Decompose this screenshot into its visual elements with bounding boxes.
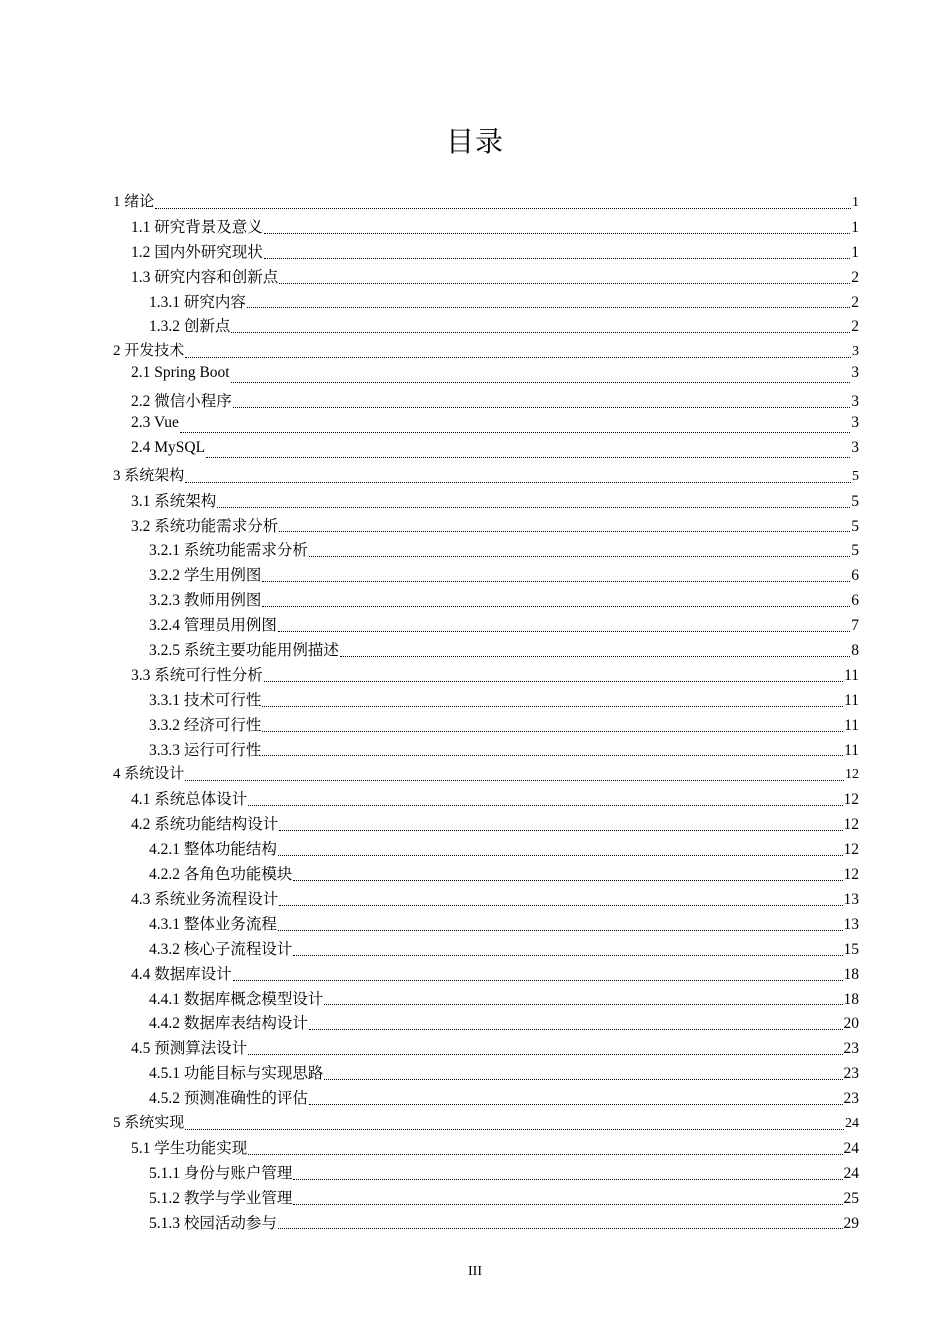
table-of-contents xyxy=(113,190,859,1235)
toc-entry-label: 2.4 MySQL xyxy=(131,438,206,456)
toc-entry-page: 13 xyxy=(843,915,859,933)
dot-leader xyxy=(264,233,850,234)
dot-leader xyxy=(279,830,842,831)
dot-leader xyxy=(278,631,850,632)
toc-entry-page: 3 xyxy=(851,414,859,432)
toc-entry[interactable] xyxy=(113,1186,859,1211)
dot-leader xyxy=(293,1179,842,1180)
toc-entry-label: 4.2.1 整体功能结构 xyxy=(149,841,277,859)
dot-leader xyxy=(206,457,850,458)
toc-entry-label: 5.1.2 教学与学业管理 xyxy=(149,1189,293,1207)
toc-entry[interactable] xyxy=(113,1211,859,1236)
toc-entry-label: 4.2.2 各角色功能模块 xyxy=(149,866,293,884)
toc-entry-page: 29 xyxy=(843,1214,859,1232)
dot-leader xyxy=(264,681,843,682)
toc-entry-label: 3.3.2 经济可行性 xyxy=(149,716,262,734)
toc-entry[interactable] xyxy=(113,812,859,837)
toc-entry-label: 2.1 Spring Boot xyxy=(131,364,230,382)
toc-entry-page: 11 xyxy=(844,741,859,759)
dot-leader xyxy=(185,357,851,358)
toc-entry[interactable] xyxy=(113,862,859,887)
toc-entry-label: 3.3.1 技术可行性 xyxy=(149,691,262,709)
toc-entry[interactable] xyxy=(113,588,859,613)
toc-entry-label: 3 系统架构 xyxy=(113,467,185,484)
toc-entry-label: 4.2 系统功能结构设计 xyxy=(131,816,279,834)
dot-leader xyxy=(231,332,850,333)
toc-entry[interactable] xyxy=(113,688,859,713)
toc-entry[interactable] xyxy=(113,563,859,588)
toc-entry[interactable] xyxy=(113,190,859,215)
toc-entry[interactable] xyxy=(113,1161,859,1186)
toc-entry-label: 2.3 Vue xyxy=(131,414,179,432)
dot-leader xyxy=(262,581,850,582)
dot-leader xyxy=(233,980,843,981)
toc-entry-label: 3.2.4 管理员用例图 xyxy=(149,617,277,635)
toc-entry[interactable] xyxy=(113,265,859,290)
toc-entry-page: 23 xyxy=(843,1040,859,1058)
toc-entry-page: 24 xyxy=(843,1164,859,1182)
dot-leader xyxy=(231,382,851,383)
toc-entry-page: 24 xyxy=(845,1115,859,1131)
dot-leader xyxy=(262,606,850,607)
toc-entry-page: 11 xyxy=(844,691,859,709)
toc-entry-page: 3 xyxy=(851,393,859,411)
toc-entry[interactable] xyxy=(113,1061,859,1086)
toc-entry[interactable] xyxy=(113,987,859,1012)
toc-entry-page: 12 xyxy=(845,767,859,783)
toc-entry-page: 1 xyxy=(851,243,859,261)
toc-entry-label: 4 系统设计 xyxy=(113,766,185,783)
dot-leader xyxy=(233,407,850,408)
dot-leader xyxy=(279,283,850,284)
toc-entry-label: 3.3 系统可行性分析 xyxy=(131,666,263,684)
toc-entry[interactable] xyxy=(113,439,859,464)
toc-entry-label: 4.5 预测算法设计 xyxy=(131,1040,248,1058)
toc-entry-page: 2 xyxy=(851,268,859,286)
toc-entry-page: 1 xyxy=(851,218,859,236)
toc-entry-label: 4.5.2 预测准确性的评估 xyxy=(149,1090,308,1108)
toc-entry-page: 2 xyxy=(851,318,859,336)
dot-leader xyxy=(248,1154,842,1155)
toc-entry-page: 12 xyxy=(843,841,859,859)
toc-entry-page: 3 xyxy=(851,364,859,382)
toc-entry-label: 4.3 系统业务流程设计 xyxy=(131,890,279,908)
toc-entry-page: 6 xyxy=(851,592,859,610)
toc-entry-page: 5 xyxy=(851,542,859,560)
toc-entry-label: 1.3.2 创新点 xyxy=(149,318,231,336)
dot-leader xyxy=(293,955,842,956)
toc-entry-page: 5 xyxy=(852,468,859,484)
toc-entry-label: 2 开发技术 xyxy=(113,343,185,360)
toc-entry-label: 1.2 国内外研究现状 xyxy=(131,243,263,261)
toc-entry-label: 5.1.1 身份与账户管理 xyxy=(149,1164,293,1182)
toc-entry-page: 12 xyxy=(843,866,859,884)
toc-entry[interactable] xyxy=(113,364,859,389)
toc-entry-page: 24 xyxy=(843,1139,859,1157)
toc-entry[interactable] xyxy=(113,314,859,339)
dot-leader xyxy=(309,1029,843,1030)
dot-leader xyxy=(309,1104,843,1105)
toc-entry-label: 3.2.3 教师用例图 xyxy=(149,592,262,610)
toc-entry[interactable] xyxy=(113,1136,859,1161)
toc-entry-page: 18 xyxy=(843,990,859,1008)
toc-entry[interactable] xyxy=(113,489,859,514)
toc-entry-page: 5 xyxy=(851,492,859,510)
toc-entry-label: 5.1 学生功能实现 xyxy=(131,1139,248,1157)
toc-entry-label: 3.2.2 学生用例图 xyxy=(149,567,262,585)
toc-entry-label: 4.3.1 整体业务流程 xyxy=(149,915,277,933)
page-number-footer: III xyxy=(468,1264,482,1279)
toc-entry-page: 12 xyxy=(843,816,859,834)
toc-entry[interactable] xyxy=(113,613,859,638)
dot-leader xyxy=(185,780,844,781)
toc-entry-page: 13 xyxy=(843,890,859,908)
dot-leader xyxy=(264,258,850,259)
toc-entry-label: 4.4 数据库设计 xyxy=(131,965,232,983)
toc-entry-page: 12 xyxy=(843,791,859,809)
toc-entry-page: 11 xyxy=(844,716,859,734)
toc-entry-page: 7 xyxy=(851,617,859,635)
toc-entry[interactable] xyxy=(113,389,859,414)
toc-entry[interactable] xyxy=(113,414,859,439)
toc-entry-page: 18 xyxy=(843,965,859,983)
toc-entry-label: 4.1 系统总体设计 xyxy=(131,791,248,809)
dot-leader xyxy=(180,432,850,433)
dot-leader xyxy=(155,208,851,209)
toc-entry-page: 25 xyxy=(843,1189,859,1207)
dot-leader xyxy=(247,307,850,308)
dot-leader xyxy=(217,507,850,508)
toc-entry-label: 3.2.5 系统主要功能用例描述 xyxy=(149,642,339,660)
toc-entry[interactable] xyxy=(113,240,859,265)
toc-entry-label: 2.2 微信小程序 xyxy=(131,393,232,411)
toc-entry[interactable] xyxy=(113,837,859,862)
toc-entry[interactable] xyxy=(113,290,859,315)
dot-leader xyxy=(309,556,850,557)
toc-entry-page: 15 xyxy=(843,940,859,958)
toc-entry-label: 1 绪论 xyxy=(113,194,155,210)
toc-entry-label: 3.2.1 系统功能需求分析 xyxy=(149,542,308,560)
dot-leader xyxy=(278,1228,843,1229)
toc-entry-label: 1.3 研究内容和创新点 xyxy=(131,268,279,286)
dot-leader xyxy=(293,1204,842,1205)
dot-leader xyxy=(324,1079,842,1080)
toc-entry[interactable] xyxy=(113,339,859,364)
dot-leader xyxy=(278,930,843,931)
toc-entry[interactable] xyxy=(113,464,859,489)
toc-entry-label: 5.1.3 校园活动参与 xyxy=(149,1214,277,1232)
toc-entry[interactable] xyxy=(113,762,859,787)
toc-entry-label: 4.3.2 核心子流程设计 xyxy=(149,940,293,958)
toc-entry-label: 1.3.1 研究内容 xyxy=(149,293,246,311)
toc-entry-page: 20 xyxy=(843,1015,859,1033)
dot-leader xyxy=(293,880,842,881)
toc-entry-label: 4.4.1 数据库概念模型设计 xyxy=(149,990,324,1008)
toc-entry-label: 3.3.3 运行可行性 xyxy=(149,741,262,759)
dot-leader xyxy=(340,656,850,657)
toc-entry[interactable] xyxy=(113,887,859,912)
toc-entry-label: 3.1 系统架构 xyxy=(131,492,217,510)
dot-leader xyxy=(279,531,850,532)
toc-entry[interactable] xyxy=(113,1011,859,1036)
dot-leader xyxy=(324,1004,842,1005)
toc-entry[interactable] xyxy=(113,663,859,688)
toc-entry[interactable] xyxy=(113,1036,859,1061)
toc-entry[interactable] xyxy=(113,787,859,812)
toc-entry[interactable] xyxy=(113,912,859,937)
toc-entry[interactable] xyxy=(113,538,859,563)
toc-entry[interactable] xyxy=(113,215,859,240)
dot-leader xyxy=(262,755,843,756)
dot-leader xyxy=(279,905,842,906)
toc-entry-page: 8 xyxy=(851,642,859,660)
toc-entry-page: 2 xyxy=(851,293,859,311)
toc-entry[interactable] xyxy=(113,1111,859,1136)
dot-leader xyxy=(185,1129,844,1130)
toc-entry[interactable] xyxy=(113,962,859,987)
toc-entry-page: 3 xyxy=(851,438,859,456)
dot-leader xyxy=(248,805,842,806)
toc-entry-page: 5 xyxy=(851,517,859,535)
dot-leader xyxy=(248,1054,842,1055)
toc-entry[interactable] xyxy=(113,738,859,763)
toc-entry-label: 5 系统实现 xyxy=(113,1114,185,1131)
toc-entry[interactable] xyxy=(113,638,859,663)
toc-entry-page: 3 xyxy=(852,344,859,360)
toc-entry-page: 1 xyxy=(852,195,859,210)
toc-entry-label: 4.5.1 功能目标与实现思路 xyxy=(149,1065,324,1083)
toc-entry[interactable] xyxy=(113,514,859,539)
dot-leader xyxy=(278,855,843,856)
toc-entry-page: 6 xyxy=(851,567,859,585)
toc-entry-label: 3.2 系统功能需求分析 xyxy=(131,517,279,535)
toc-entry-label: 4.4.2 数据库表结构设计 xyxy=(149,1015,308,1033)
page-title: 目录 xyxy=(445,125,504,158)
dot-leader xyxy=(262,706,843,707)
toc-entry-page: 23 xyxy=(843,1065,859,1083)
toc-entry[interactable] xyxy=(113,937,859,962)
toc-entry[interactable] xyxy=(113,713,859,738)
dot-leader xyxy=(185,482,851,483)
toc-entry-label: 1.1 研究背景及意义 xyxy=(131,218,263,236)
dot-leader xyxy=(262,731,843,732)
toc-entry[interactable] xyxy=(113,1086,859,1111)
toc-entry-page: 23 xyxy=(843,1090,859,1108)
toc-entry-page: 11 xyxy=(844,666,859,684)
